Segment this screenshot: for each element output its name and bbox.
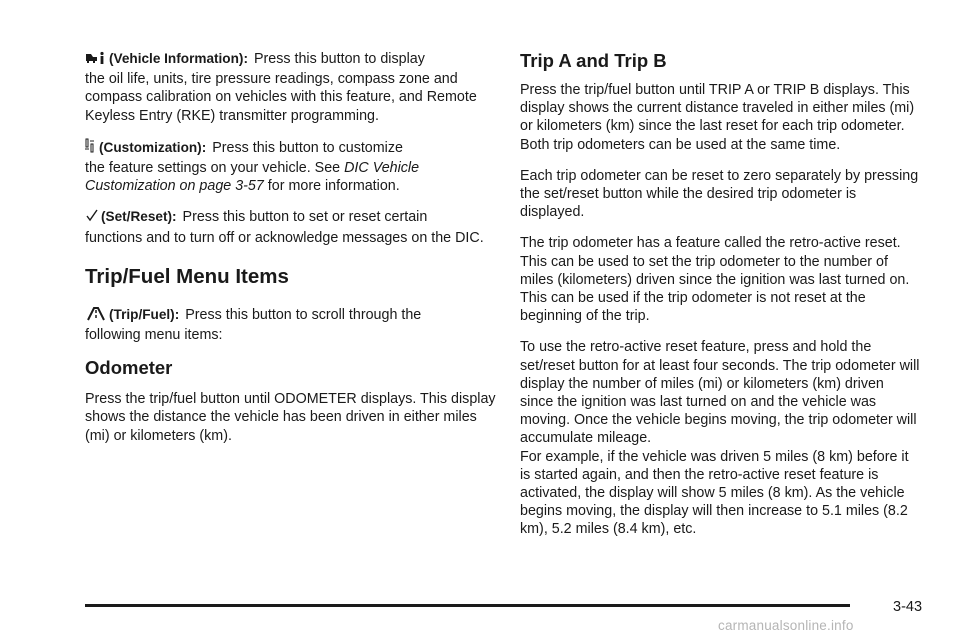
watermark: carmanualsonline.info	[718, 618, 854, 633]
trip-fuel-paragraph	[85, 306, 497, 344]
left-column	[85, 50, 497, 458]
vehicle-info-line1: Press this button to display	[253, 51, 425, 67]
trip-paragraph-1: Press the trip/fuel button until TRIP A or TRIP B displays. This display shows the current distance traveled in either miles (mi) or kilometers (km) since the last reset for each trip odometer. Both trip odometers can be used at the same time.	[520, 82, 915, 153]
set-reset-line1: Press this button to set or reset certain	[182, 209, 428, 226]
trip-paragraph-2: Each trip odometer can be reset to zero separately by pressing the set/reset button while the desired trip odometer is displayed.	[520, 167, 919, 221]
customization-text-before: the feature settings on your vehicle. See	[85, 160, 345, 177]
vehicle-info-label: (Vehicle Information):	[109, 51, 248, 66]
vehicle-info-icon	[85, 51, 107, 70]
right-column	[520, 50, 920, 539]
vehicle-info-paragraph	[85, 50, 497, 125]
checkmark-icon	[85, 209, 99, 228]
dic-customization-xref[interactable]: DIC Vehicle Customization on page 3-57	[85, 160, 420, 195]
trip-paragraph-3: The trip odometer has a feature called the retro-active reset. This can be used to set the trip odometer to the number of miles (kilometers) driven since the ignition was last turned on. This can be used if the trip odometer is not reset at the beginning of the trip.	[520, 235, 910, 325]
page-number: 3-43	[893, 599, 923, 615]
customization-line1: Press this button to customize	[212, 139, 403, 156]
set-reset-paragraph	[85, 208, 497, 246]
odometer-text: Press the trip/fuel button until ODOMETER displays. This display shows the distance the vehicle has been driven in either miles (mi) or kilometers (km).	[85, 391, 496, 444]
trip-a-b-heading: Trip A and Trip B	[520, 50, 667, 71]
set-reset-label: (Set/Reset):	[101, 209, 177, 225]
set-reset-text: functions and to turn off or acknowledge messages on the DIC.	[85, 229, 484, 246]
trip-fuel-label: (Trip/Fuel):	[109, 306, 180, 322]
footer-rule	[85, 604, 850, 607]
customization-text-after: for more information.	[263, 178, 400, 195]
trip-fuel-text: following menu items:	[85, 327, 223, 344]
vehicle-info-text: the oil life, units, tire pressure readings, compass zone and compass calibration on vehicles with this feature, and Remote Keyless Entry (RKE) transmitter programming.	[85, 71, 477, 124]
customization-text	[85, 159, 497, 195]
customization-label: (Customization):	[99, 139, 207, 155]
trip-fuel-heading: Trip/Fuel Menu Items	[85, 264, 289, 288]
trip-paragraph-4b: For example, if the vehicle was driven 5 miles (8 km) before it is started again, and then the retro-active reset feature is activated, the display will show 5 miles (8 km). As the vehicle begins moving, the display will then increase to 5.1 miles (8.2 km), 5.2 miles (8.4 km), etc.	[520, 448, 909, 538]
odometer-heading: Odometer	[85, 357, 173, 379]
trip-paragraph-4a: To use the retro-active reset feature, press and hold the set/reset button for at least four seconds. The trip odometer will display the number of miles (mi) or kilometers (km) driven since the ignition was last turned on and the vehicle was moving. Once the vehicle begins moving, the trip odometer will accumulate mileage.	[520, 339, 920, 447]
customization-icon	[85, 138, 97, 159]
customization-paragraph	[85, 138, 497, 196]
trip-fuel-icon	[85, 307, 107, 326]
trip-fuel-line1: Press this button to scroll through the	[185, 306, 422, 323]
